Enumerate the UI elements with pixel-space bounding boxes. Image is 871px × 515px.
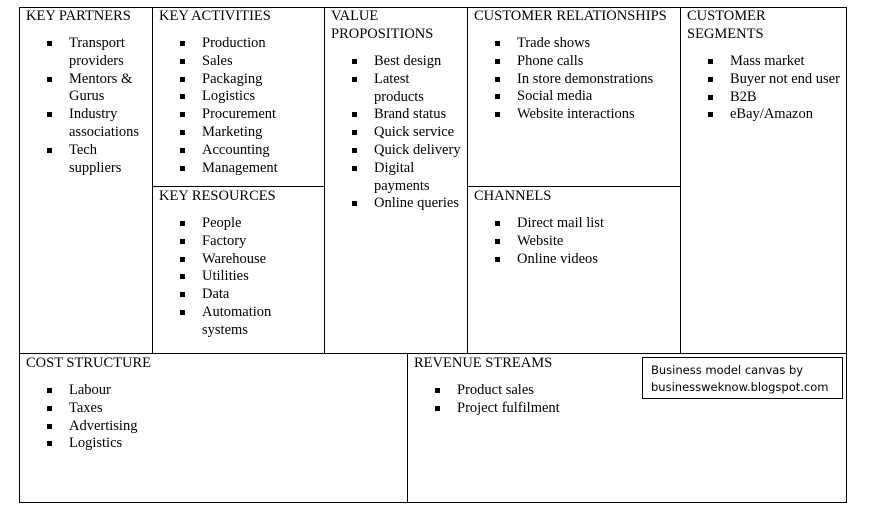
bullet-icon	[47, 41, 52, 46]
list-item: Social media	[517, 88, 677, 106]
bullet-icon	[180, 257, 185, 262]
list-item: Latest products	[374, 71, 444, 107]
list-item: Sales	[202, 53, 322, 71]
key-resources-title: KEY RESOURCES	[159, 188, 276, 204]
bullet-icon	[495, 257, 500, 262]
list-item: Factory	[202, 233, 292, 251]
bullet-icon	[180, 166, 185, 171]
list-item: Utilities	[202, 268, 292, 286]
list-item: Best design	[374, 53, 466, 71]
list-item: Quick service	[374, 124, 466, 142]
bullet-icon	[495, 221, 500, 226]
list-item: Website	[517, 233, 677, 251]
bullet-icon	[352, 112, 357, 117]
channels-title: CHANNELS	[474, 188, 552, 204]
bullet-icon	[495, 41, 500, 46]
key-partners-list	[69, 35, 149, 177]
bullet-icon	[47, 77, 52, 82]
list-item: Buyer not end user	[730, 71, 845, 89]
bullet-icon	[180, 239, 185, 244]
bullet-icon	[47, 406, 52, 411]
key-activities-title: KEY ACTIVITIES	[159, 8, 271, 24]
list-item: Accounting	[202, 142, 322, 160]
bullet-icon	[708, 112, 713, 117]
divider	[680, 7, 681, 353]
credit-line-2: businessweknow.blogspot.com	[651, 380, 829, 394]
list-item: In store demonstrations	[517, 71, 677, 89]
bullet-icon	[180, 292, 185, 297]
list-item: Procurement	[202, 106, 322, 124]
list-item: Product sales	[457, 382, 637, 400]
value-propositions-list	[374, 53, 466, 213]
list-item: People	[202, 215, 292, 233]
bullet-icon	[495, 77, 500, 82]
credit-line-1: Business model canvas by	[651, 363, 804, 377]
list-item: Packaging	[202, 71, 322, 89]
divider	[467, 7, 468, 353]
bullet-icon	[180, 221, 185, 226]
list-item: Logistics	[202, 88, 322, 106]
bullet-icon	[435, 388, 440, 393]
list-item: Online videos	[517, 251, 677, 269]
divider	[407, 353, 408, 503]
bullet-icon	[495, 239, 500, 244]
value-propositions-title: VALUE PROPOSITIONS	[331, 8, 434, 42]
list-item: B2B	[730, 89, 845, 107]
customer-relationships-title: CUSTOMER RELATIONSHIPS	[474, 8, 667, 24]
list-item: Marketing	[202, 124, 322, 142]
divider	[152, 7, 153, 353]
bullet-icon	[495, 94, 500, 99]
bullet-icon	[352, 59, 357, 64]
list-item: Direct mail list	[517, 215, 677, 233]
list-item: Transport providers	[69, 35, 149, 71]
cost-structure-list	[69, 382, 269, 453]
list-item: Labour	[69, 382, 269, 400]
bullet-icon	[495, 59, 500, 64]
channels-list	[517, 215, 677, 268]
list-item: Mentors & Gurus	[69, 71, 149, 107]
list-item: Tech suppliers	[69, 142, 149, 178]
divider	[324, 7, 325, 353]
list-item: Website interactions	[517, 106, 677, 124]
list-item: Online queries	[374, 195, 466, 213]
bullet-icon	[708, 59, 713, 64]
bullet-icon	[708, 77, 713, 82]
list-item: Trade shows	[517, 35, 677, 53]
list-item: Mass market	[730, 53, 845, 71]
bullet-icon	[495, 112, 500, 117]
customer-segments-title: CUSTOMER SEGMENTS	[687, 8, 766, 42]
key-partners-title: KEY PARTNERS	[26, 8, 131, 24]
list-item: Logistics	[69, 435, 269, 453]
list-item: Advertising	[69, 418, 269, 436]
key-resources-list	[202, 215, 292, 340]
bullet-icon	[180, 310, 185, 315]
bullet-icon	[180, 94, 185, 99]
bullet-icon	[180, 41, 185, 46]
bullet-icon	[352, 130, 357, 135]
list-item: Management	[202, 160, 322, 178]
list-item: Taxes	[69, 400, 269, 418]
cost-structure-title: COST STRUCTURE	[26, 355, 152, 371]
bullet-icon	[352, 166, 357, 171]
bullet-icon	[47, 148, 52, 153]
bullet-icon	[180, 148, 185, 153]
bullet-icon	[352, 201, 357, 206]
list-item: Data	[202, 286, 292, 304]
revenue-streams-list	[457, 382, 637, 418]
credit-box	[642, 357, 843, 399]
list-item: Industry associations	[69, 106, 149, 142]
list-item: eBay/Amazon	[730, 106, 845, 124]
bullet-icon	[47, 388, 52, 393]
revenue-streams-title: REVENUE STREAMS	[414, 355, 553, 371]
key-activities-list	[202, 35, 322, 177]
bullet-icon	[180, 274, 185, 279]
list-item: Project fulfilment	[457, 400, 637, 418]
customer-segments-list	[730, 53, 845, 124]
bullet-icon	[180, 77, 185, 82]
list-item: Brand status	[374, 106, 466, 124]
list-item: Phone calls	[517, 53, 677, 71]
bullet-icon	[180, 112, 185, 117]
bullet-icon	[435, 406, 440, 411]
bullet-icon	[47, 441, 52, 446]
bullet-icon	[180, 59, 185, 64]
bullet-icon	[47, 424, 52, 429]
list-item: Quick delivery	[374, 142, 466, 160]
bullet-icon	[180, 130, 185, 135]
bullet-icon	[352, 77, 357, 82]
bullet-icon	[708, 95, 713, 100]
bullet-icon	[352, 148, 357, 153]
list-item: Digital payments	[374, 160, 444, 196]
list-item: Automation systems	[202, 304, 292, 340]
list-item: Production	[202, 35, 322, 53]
bullet-icon	[47, 112, 52, 117]
list-item: Warehouse	[202, 251, 292, 269]
customer-relationships-list	[517, 35, 677, 124]
